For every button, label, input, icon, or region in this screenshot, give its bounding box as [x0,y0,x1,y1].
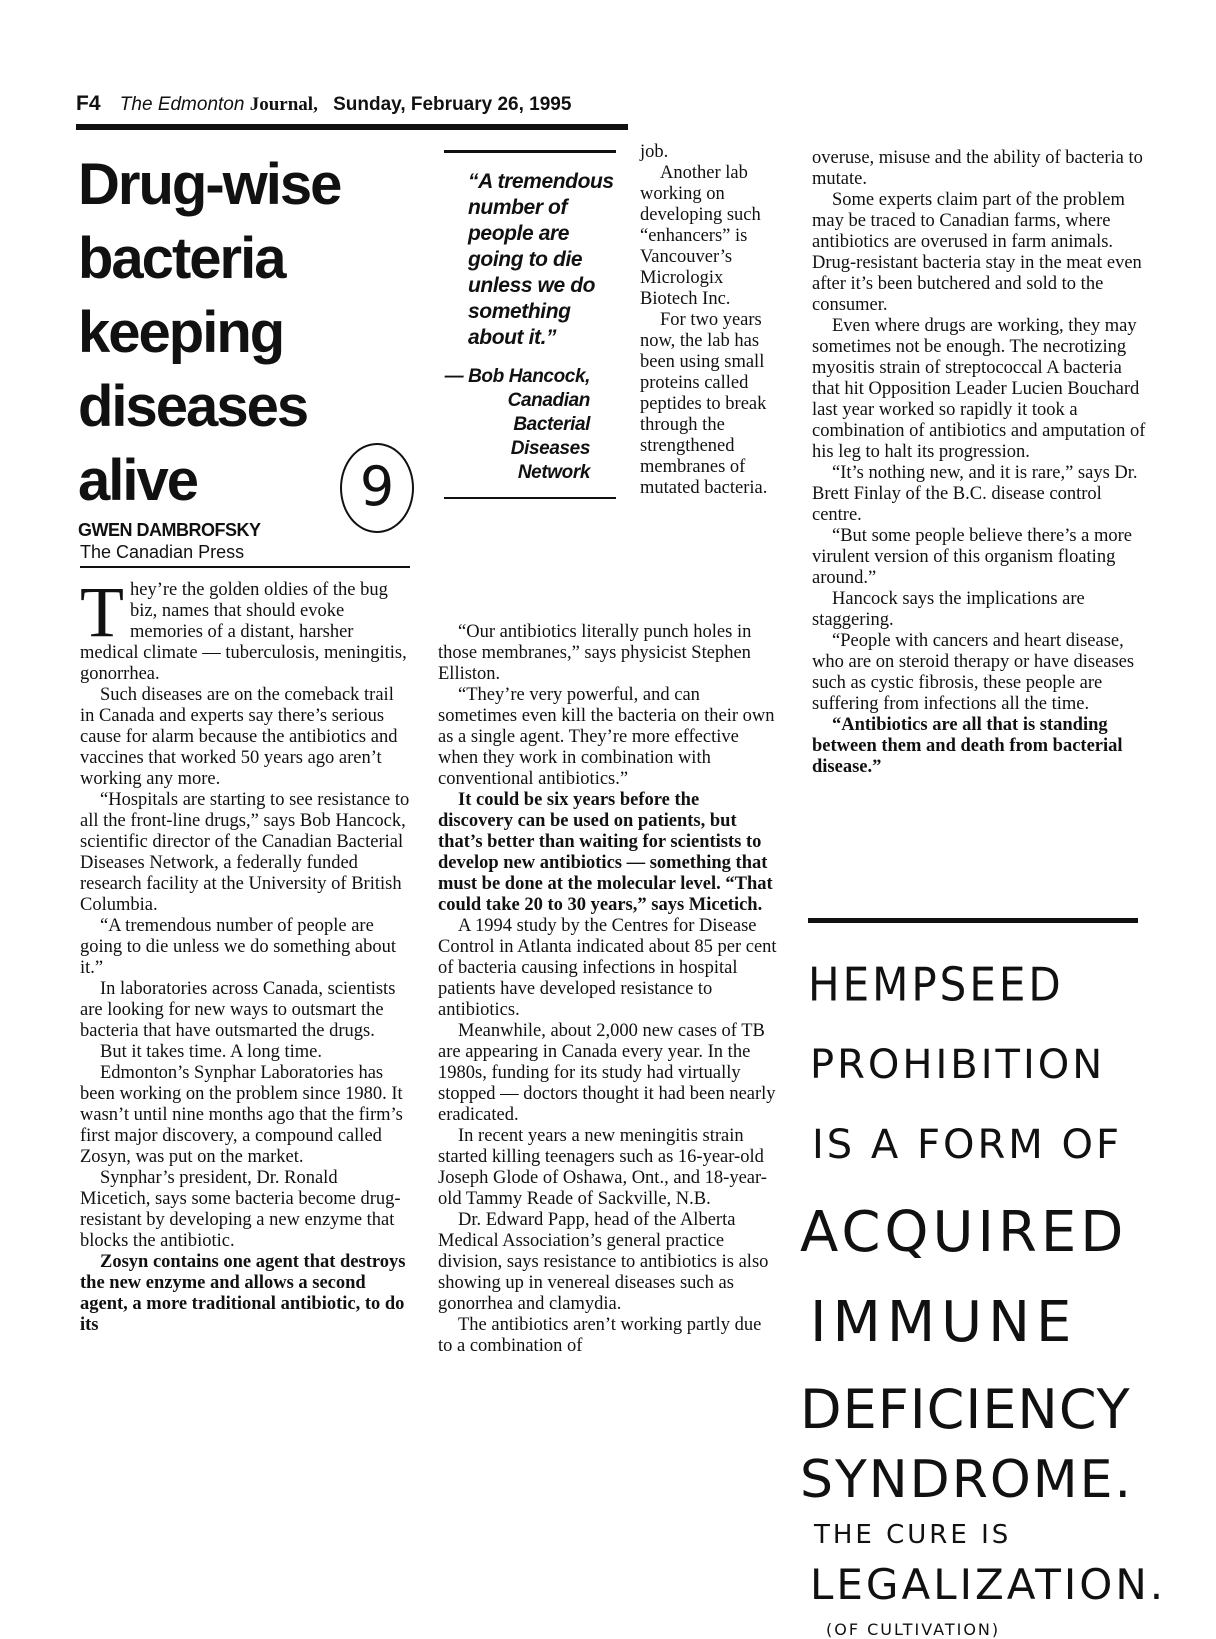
headline-line: keeping [78,300,284,365]
byline: GWEN DAMBROFSKY [78,520,261,540]
handwritten-line: DEFICIENCY [800,1378,1131,1441]
paragraph: “It’s nothing new, and it is rare,” says Dr. Brett Finlay of the B.C. disease control centre. [812,463,1138,525]
article-column-2-top [640,142,770,499]
headline-line: alive [78,448,197,513]
paragraph: Another lab working on developing such “enhancers” is Vancouver’s Micrologix Biotech Inc. [640,163,761,309]
page-header [76,92,571,116]
pull-quote [444,150,622,499]
headline-line: Drug-wise [78,152,341,217]
pull-quote-text: “A tremendous number of people are going to die unless we do something about it.” [468,170,614,349]
paragraph: “But some people believe there’s a more virulent version of this organism floating around.” [812,526,1133,588]
paragraph: In laboratories across Canada, scientists are looking for new ways to outsmart the bacteria that have outsmarted the drugs. [80,979,396,1041]
handwritten-line: IMMUNE [810,1290,1078,1355]
paragraph: In recent years a new meningitis strain started killing teenagers such as 16-year-old Joseph Glode of Oshawa, Ont., and 18-year-old Tammy Reade of Sackville, N.B. [438,1126,767,1209]
paragraph: Even where drugs are working, they may sometimes not be enough. The necrotizing myositis strain of streptococcal A bacteria that hit Opposition Leader Lucien Bouchard last year worked so rapidly it took a combination of antibiotics and amputation of his leg to halt its progression. [812,316,1146,462]
drop-cap: T [80,572,124,652]
paragraph: The antibiotics aren’t working partly due to a combination of [438,1315,762,1356]
paragraph: Dr. Edward Papp, head of the Alberta Medical Association’s general practice division, says resistance to antibiotics is also showing up in venereal diseases such as gonorrhea and clamydia. [438,1210,769,1314]
paragraph: “People with cancers and heart disease, who are on steroid therapy or have diseases such as cystic fibrosis, these people are suffering from infections all the time. [812,631,1135,714]
paragraph: But it takes time. A long time. [100,1042,322,1062]
handwritten-line: PROHIBITION [810,1042,1106,1088]
handwritten-line: (OF CULTIVATION) [826,1620,1001,1639]
article-column-1 [80,572,410,1336]
page-number: F4 [76,92,101,115]
paragraph: A 1994 study by the Centres for Disease Control in Atlanta indicated about 85 per cent of bacteria causing infections in hospital patients have developed resistance to antibiotics. [438,916,777,1020]
handwritten-circled-number: 9 [340,443,414,533]
handwritten-line: IS A FORM OF [812,1122,1122,1168]
article-column-3 [812,148,1146,778]
handwritten-line: SYNDROME. [800,1450,1134,1510]
headline-line: bacteria [78,226,285,291]
issue-date: Sunday, February 26, 1995 [333,94,572,115]
paragraph: “Antibiotics are all that is standing between them and death from bacterial disease.” [812,715,1123,777]
handwritten-line: THE CURE IS [814,1520,1012,1550]
paragraph: Edmonton’s Synphar Laboratories has been working on the problem since 1980. It wasn’t until nine months ago that the firm’s first major discovery, a compound called Zosyn, was put on the market. [80,1063,403,1167]
pull-quote-rule [444,150,616,153]
article-end-rule [808,918,1138,923]
paragraph: Some experts claim part of the problem may be traced to Canadian farms, where antibiotics are overused in farm animals. Drug-resistant bacteria stay in the meat even after it’s been butchered and sold to the consumer. [812,190,1142,315]
paragraph: For two years now, the lab has been using small proteins called peptides to break through the strengthened membranes of mutated bacteria. [640,310,768,498]
paragraph: It could be six years before the discovery can be used on patients, but that’s better than waiting for scientists to develop new antibiotics — something that must be done at the molecular level. “That could take 20 to 30 years,” says Micetich. [438,790,773,915]
paragraph: overuse, misuse and the ability of bacteria to mutate. [812,148,1143,189]
paragraph: “Hospitals are starting to see resistance to all the front-line drugs,” says Bob Hancock, scientific director of the Canadian Bacterial Diseases Network, a federally funded research facility at the University of British Columbia. [80,790,410,915]
paragraph: job. [640,142,669,162]
paragraph: Synphar’s president, Dr. Ronald Micetich, says some bacteria become drug-resistant by developing a new enzyme that blocks the antibiotic. [80,1168,401,1251]
paragraph: “A tremendous number of people are going to die unless we do something about it.” [80,916,397,978]
pull-quote-attribution: — Bob Hancock, Canadian Bacterial Diseases Network [444,366,590,483]
handwritten-line: ACQUIRED [800,1200,1128,1265]
article-column-2 [438,622,778,1357]
paragraph: Such diseases are on the comeback trail in Canada and experts say there’s serious cause for alarm because the antibiotics and vaccines that worked 50 years ago aren’t working any more. [80,685,398,789]
paragraph: “They’re very powerful, and can sometimes even kill the bacteria on their own as a single agent. They’re more effective when they work in combination with conventional antibiotics.” [438,685,775,789]
headline-line: diseases [78,374,308,439]
handwritten-line: HEMPSEED [808,957,1064,1012]
newspaper-name: The Edmonton Journal, [119,94,318,115]
paragraph: Zosyn contains one agent that destroys the new enzyme and allows a second agent, a more traditional antibiotic, to do its [80,1252,406,1335]
paragraph: Hancock says the implications are staggering. [812,589,1085,630]
byline-rule [80,566,410,568]
wire-service: The Canadian Press [80,542,245,562]
header-rule [76,124,628,130]
paragraph: “Our antibiotics literally punch holes in those membranes,” says physicist Stephen Elliston. [438,622,752,684]
paragraph: They’re the golden oldies of the bug biz, names that should evoke memories of a distant, harsher medical climate — tuberculosis, meningitis, gonorrhea. [80,572,407,684]
handwritten-line: LEGALIZATION. [810,1560,1167,1609]
pull-quote-rule [444,497,616,499]
paragraph: Meanwhile, about 2,000 new cases of TB are appearing in Canada every year. In the 1980s, funding for its study had virtually stopped — doctors thought it had been nearly eradicated. [438,1021,776,1125]
